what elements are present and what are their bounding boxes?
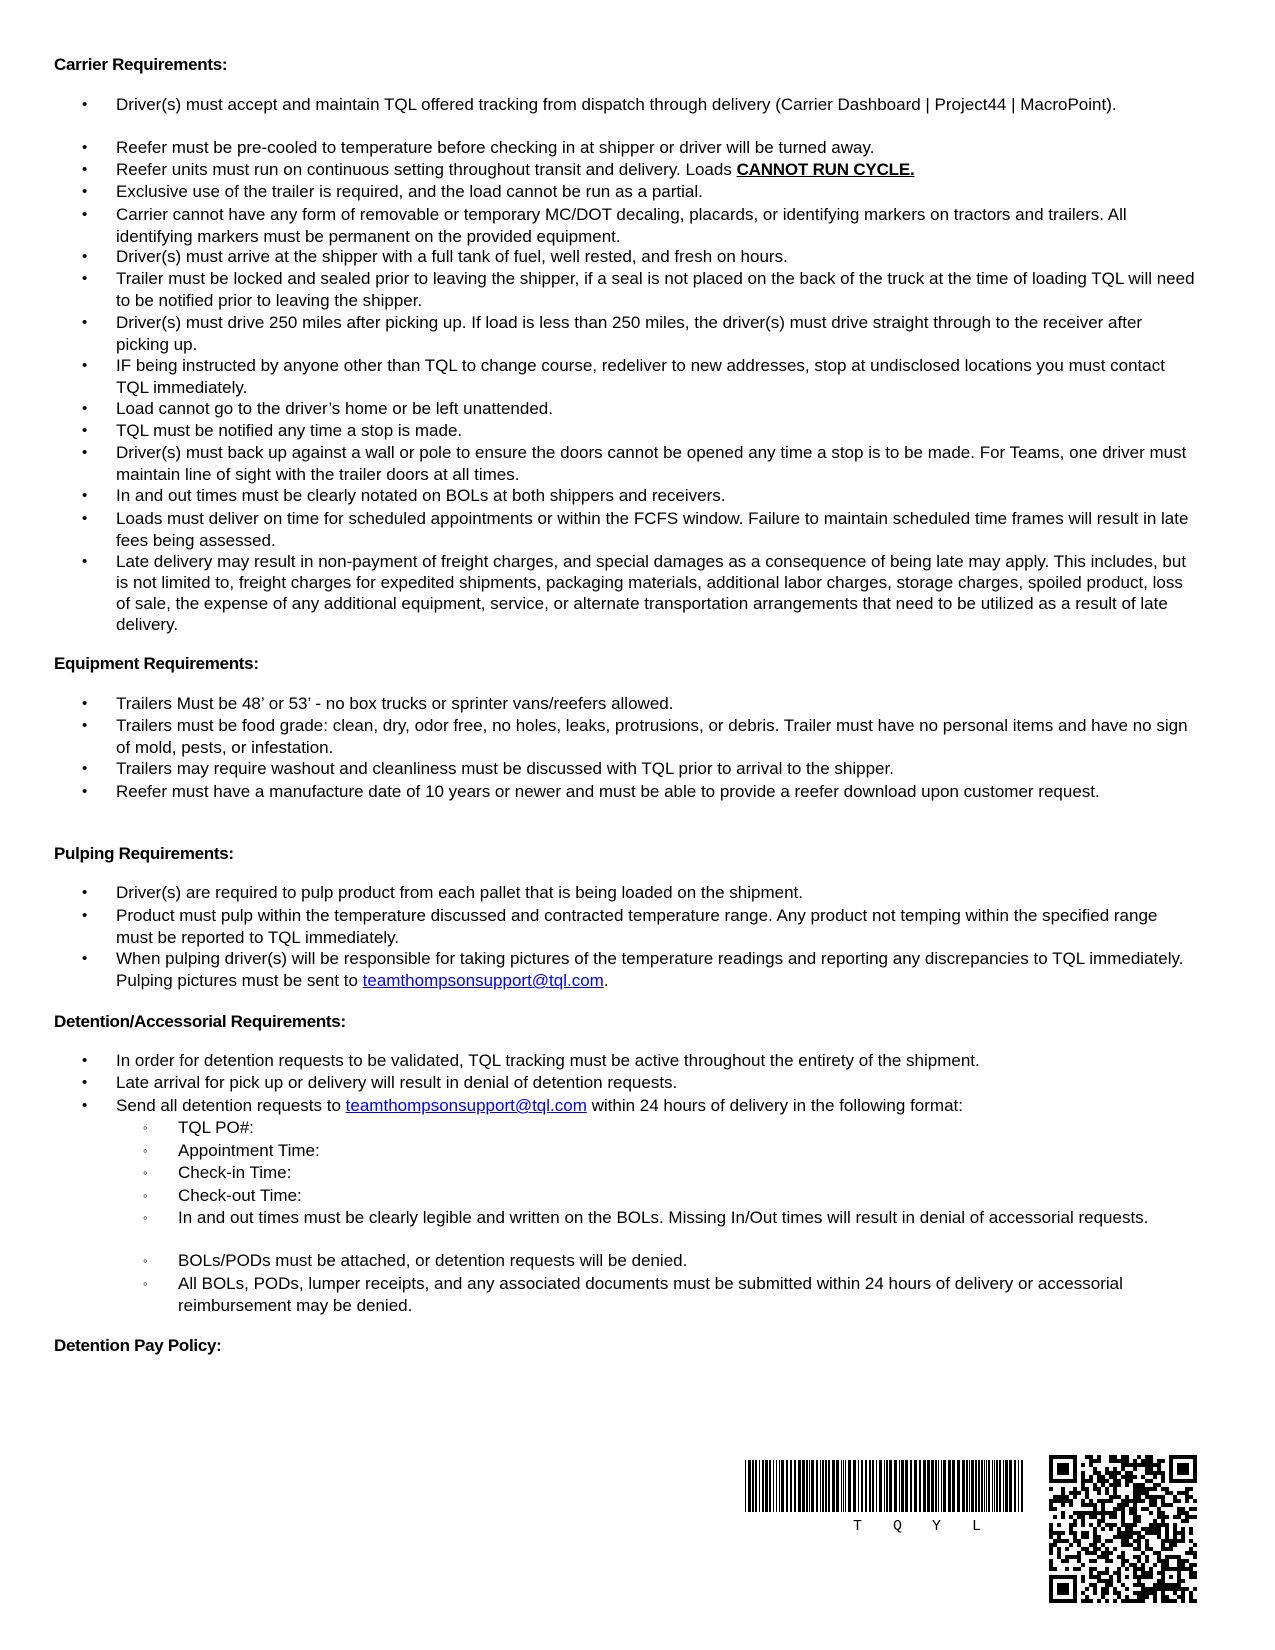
detention-email-link[interactable]: teamthompsonsupport@tql.com bbox=[345, 1096, 587, 1115]
bullet-icon: • bbox=[82, 950, 88, 967]
bullet-icon: • bbox=[82, 695, 88, 712]
barcode-image bbox=[745, 1460, 1025, 1512]
detention-item-3-end: within 24 hours of delivery in the following format: bbox=[586, 1096, 963, 1115]
carrier-item-2: Reefer must be pre-cooled to temperature before checking in at shipper or driver will be turned away. bbox=[116, 138, 875, 157]
barcode-letter-y: Y bbox=[932, 1518, 942, 1535]
equipment-item-3: Trailers may require washout and cleanliness must be discussed with TQL prior to arrival to the shipper. bbox=[116, 759, 894, 778]
detention-subitem-3: Check-in Time: bbox=[178, 1163, 292, 1182]
bullet-icon: • bbox=[82, 96, 88, 113]
sub-bullet-icon: ◦ bbox=[143, 1143, 148, 1158]
equipment-requirements-heading: Equipment Requirements: bbox=[54, 654, 259, 673]
pulping-item-3-end: . bbox=[603, 971, 609, 990]
sub-bullet-icon: ◦ bbox=[143, 1188, 148, 1203]
bullet-icon: • bbox=[82, 357, 88, 374]
detention-item-3 bbox=[116, 1095, 1196, 1117]
equipment-item-1: Trailers Must be 48’ or 53’ - no box trucks or sprinter vans/reefers allowed. bbox=[116, 694, 674, 713]
detention-requirements-heading: Detention/Accessorial Requirements: bbox=[54, 1012, 346, 1031]
carrier-item-14: Loads must deliver on time for scheduled appointments or within the FCFS window. Failure to maintain scheduled time frames will result in late fees being assessed. bbox=[116, 509, 1189, 550]
pulping-item-3 bbox=[116, 948, 1196, 992]
pulping-item-3-text: When pulping driver(s) will be responsible for taking pictures of the temperature readings and reporting any discrepancies to TQL immediately. Pulping pictures must be sent to bbox=[116, 949, 1184, 990]
detention-subitem-5: In and out times must be clearly legible and written on the BOLs. Missing In/Out times will result in denial of accessorial requests. bbox=[178, 1208, 1149, 1227]
barcode-letter-l: L bbox=[972, 1518, 982, 1535]
bullet-icon: • bbox=[82, 783, 88, 800]
carrier-item-11: TQL must be notified any time a stop is made. bbox=[116, 421, 463, 440]
bullet-icon: • bbox=[82, 907, 88, 924]
carrier-item-1: Driver(s) must accept and maintain TQL offered tracking from dispatch through delivery (Carrier Dashboard | Project44 | MacroPoint). bbox=[116, 95, 1117, 114]
bullet-icon: • bbox=[82, 248, 88, 265]
bullet-icon: • bbox=[82, 422, 88, 439]
carrier-item-10: Load cannot go to the driver’s home or be left unattended. bbox=[116, 399, 553, 418]
pulping-email-link[interactable]: teamthompsonsupport@tql.com bbox=[362, 971, 604, 990]
carrier-item-15: Late delivery may result in non-payment of freight charges, and special damages as a consequence of being late may apply. This includes, but is not limited to, freight charges for expedited shipments, packaging materials, additional labor charges, storage charges, spoiled product, loss of sale, the expense of any additional equipment, service, or alternate transportation arrangements that need to be utilized as a result of late delivery. bbox=[116, 552, 1187, 634]
bullet-icon: • bbox=[82, 314, 88, 331]
carrier-item-3 bbox=[116, 159, 1196, 181]
pulping-item-2: Product must pulp within the temperature discussed and contracted temperature range. Any product not temping within the specified range must be reported to TQL immediately. bbox=[116, 906, 1158, 947]
detention-subitem-2: Appointment Time: bbox=[178, 1141, 320, 1160]
sub-bullet-icon: ◦ bbox=[143, 1253, 148, 1268]
bullet-icon: • bbox=[82, 139, 88, 156]
bullet-icon: • bbox=[82, 553, 88, 570]
cannot-run-cycle-emphasis: CANNOT RUN CYCLE. bbox=[736, 160, 915, 179]
carrier-item-4: Exclusive use of the trailer is required, and the load cannot be run as a partial. bbox=[116, 182, 703, 201]
barcode-letter-t: T bbox=[853, 1518, 863, 1535]
bullet-icon: • bbox=[82, 1097, 88, 1114]
carrier-item-13: In and out times must be clearly notated on BOLs at both shippers and receivers. bbox=[116, 486, 726, 505]
bullet-icon: • bbox=[82, 270, 88, 287]
detention-item-1: In order for detention requests to be validated, TQL tracking must be active throughout the entirety of the shipment. bbox=[116, 1051, 980, 1070]
bullet-icon: • bbox=[82, 161, 88, 178]
equipment-item-2: Trailers must be food grade: clean, dry, odor free, no holes, leaks, protrusions, or debris. Trailer must have no personal items and have no sign of mold, pests, or infestation. bbox=[116, 716, 1188, 757]
carrier-item-5: Carrier cannot have any form of removable or temporary MC/DOT decaling, placards, or identifying markers on tractors and trailers. All identifying markers must be permanent on the provided equipment. bbox=[116, 205, 1127, 246]
bullet-icon: • bbox=[82, 1074, 88, 1091]
bullet-icon: • bbox=[82, 884, 88, 901]
bullet-icon: • bbox=[82, 510, 88, 527]
carrier-requirements-heading: Carrier Requirements: bbox=[54, 55, 228, 74]
detention-item-3-text: Send all detention requests to bbox=[116, 1096, 346, 1115]
pulping-item-1: Driver(s) are required to pulp product from each pallet that is being loaded on the shipment. bbox=[116, 883, 803, 902]
detention-subitem-4: Check-out Time: bbox=[178, 1186, 302, 1205]
carrier-item-7: Trailer must be locked and sealed prior to leaving the shipper, if a seal is not placed on the back of the truck at the time of loading TQL will need to be notified prior to leaving the shipper. bbox=[116, 269, 1195, 310]
carrier-item-9: IF being instructed by anyone other than TQL to change course, redeliver to new addresses, stop at undisclosed locations you must contact TQL immediately. bbox=[116, 356, 1165, 397]
detention-subitem-1: TQL PO#: bbox=[178, 1118, 254, 1137]
sub-bullet-icon: ◦ bbox=[143, 1276, 148, 1291]
bullet-icon: • bbox=[82, 717, 88, 734]
detention-subitem-7: All BOLs, PODs, lumper receipts, and any associated documents must be submitted within 24 hours of delivery or accessorial reimbursement may be denied. bbox=[178, 1274, 1123, 1315]
bullet-icon: • bbox=[82, 1052, 88, 1069]
bullet-icon: • bbox=[82, 183, 88, 200]
carrier-item-6: Driver(s) must arrive at the shipper with a full tank of fuel, well rested, and fresh on hours. bbox=[116, 247, 788, 266]
detention-subitem-6: BOLs/PODs must be attached, or detention requests will be denied. bbox=[178, 1251, 688, 1270]
sub-bullet-icon: ◦ bbox=[143, 1165, 148, 1180]
sub-bullet-icon: ◦ bbox=[143, 1120, 148, 1135]
pulping-requirements-heading: Pulping Requirements: bbox=[54, 844, 234, 863]
equipment-item-4: Reefer must have a manufacture date of 10 years or newer and must be able to provide a reefer download upon customer request. bbox=[116, 782, 1100, 801]
detention-pay-policy-heading: Detention Pay Policy: bbox=[54, 1336, 222, 1355]
carrier-item-3-text: Reefer units must run on continuous setting throughout transit and delivery. Loads bbox=[116, 160, 737, 179]
qr-code-image bbox=[1049, 1455, 1197, 1603]
carrier-item-12: Driver(s) must back up against a wall or pole to ensure the doors cannot be opened any time a stop is to be made. For Teams, one driver must maintain line of sight with the trailer doors at all times. bbox=[116, 443, 1187, 484]
bullet-icon: • bbox=[82, 400, 88, 417]
bullet-icon: • bbox=[82, 760, 88, 777]
sub-bullet-icon: ◦ bbox=[143, 1210, 148, 1225]
bullet-icon: • bbox=[82, 487, 88, 504]
bullet-icon: • bbox=[82, 444, 88, 461]
barcode-letter-q: Q bbox=[893, 1518, 903, 1535]
bullet-icon: • bbox=[82, 206, 88, 223]
detention-item-2: Late arrival for pick up or delivery will result in denial of detention requests. bbox=[116, 1073, 678, 1092]
carrier-item-8: Driver(s) must drive 250 miles after picking up. If load is less than 250 miles, the driver(s) must drive straight through to the receiver after picking up. bbox=[116, 313, 1143, 354]
